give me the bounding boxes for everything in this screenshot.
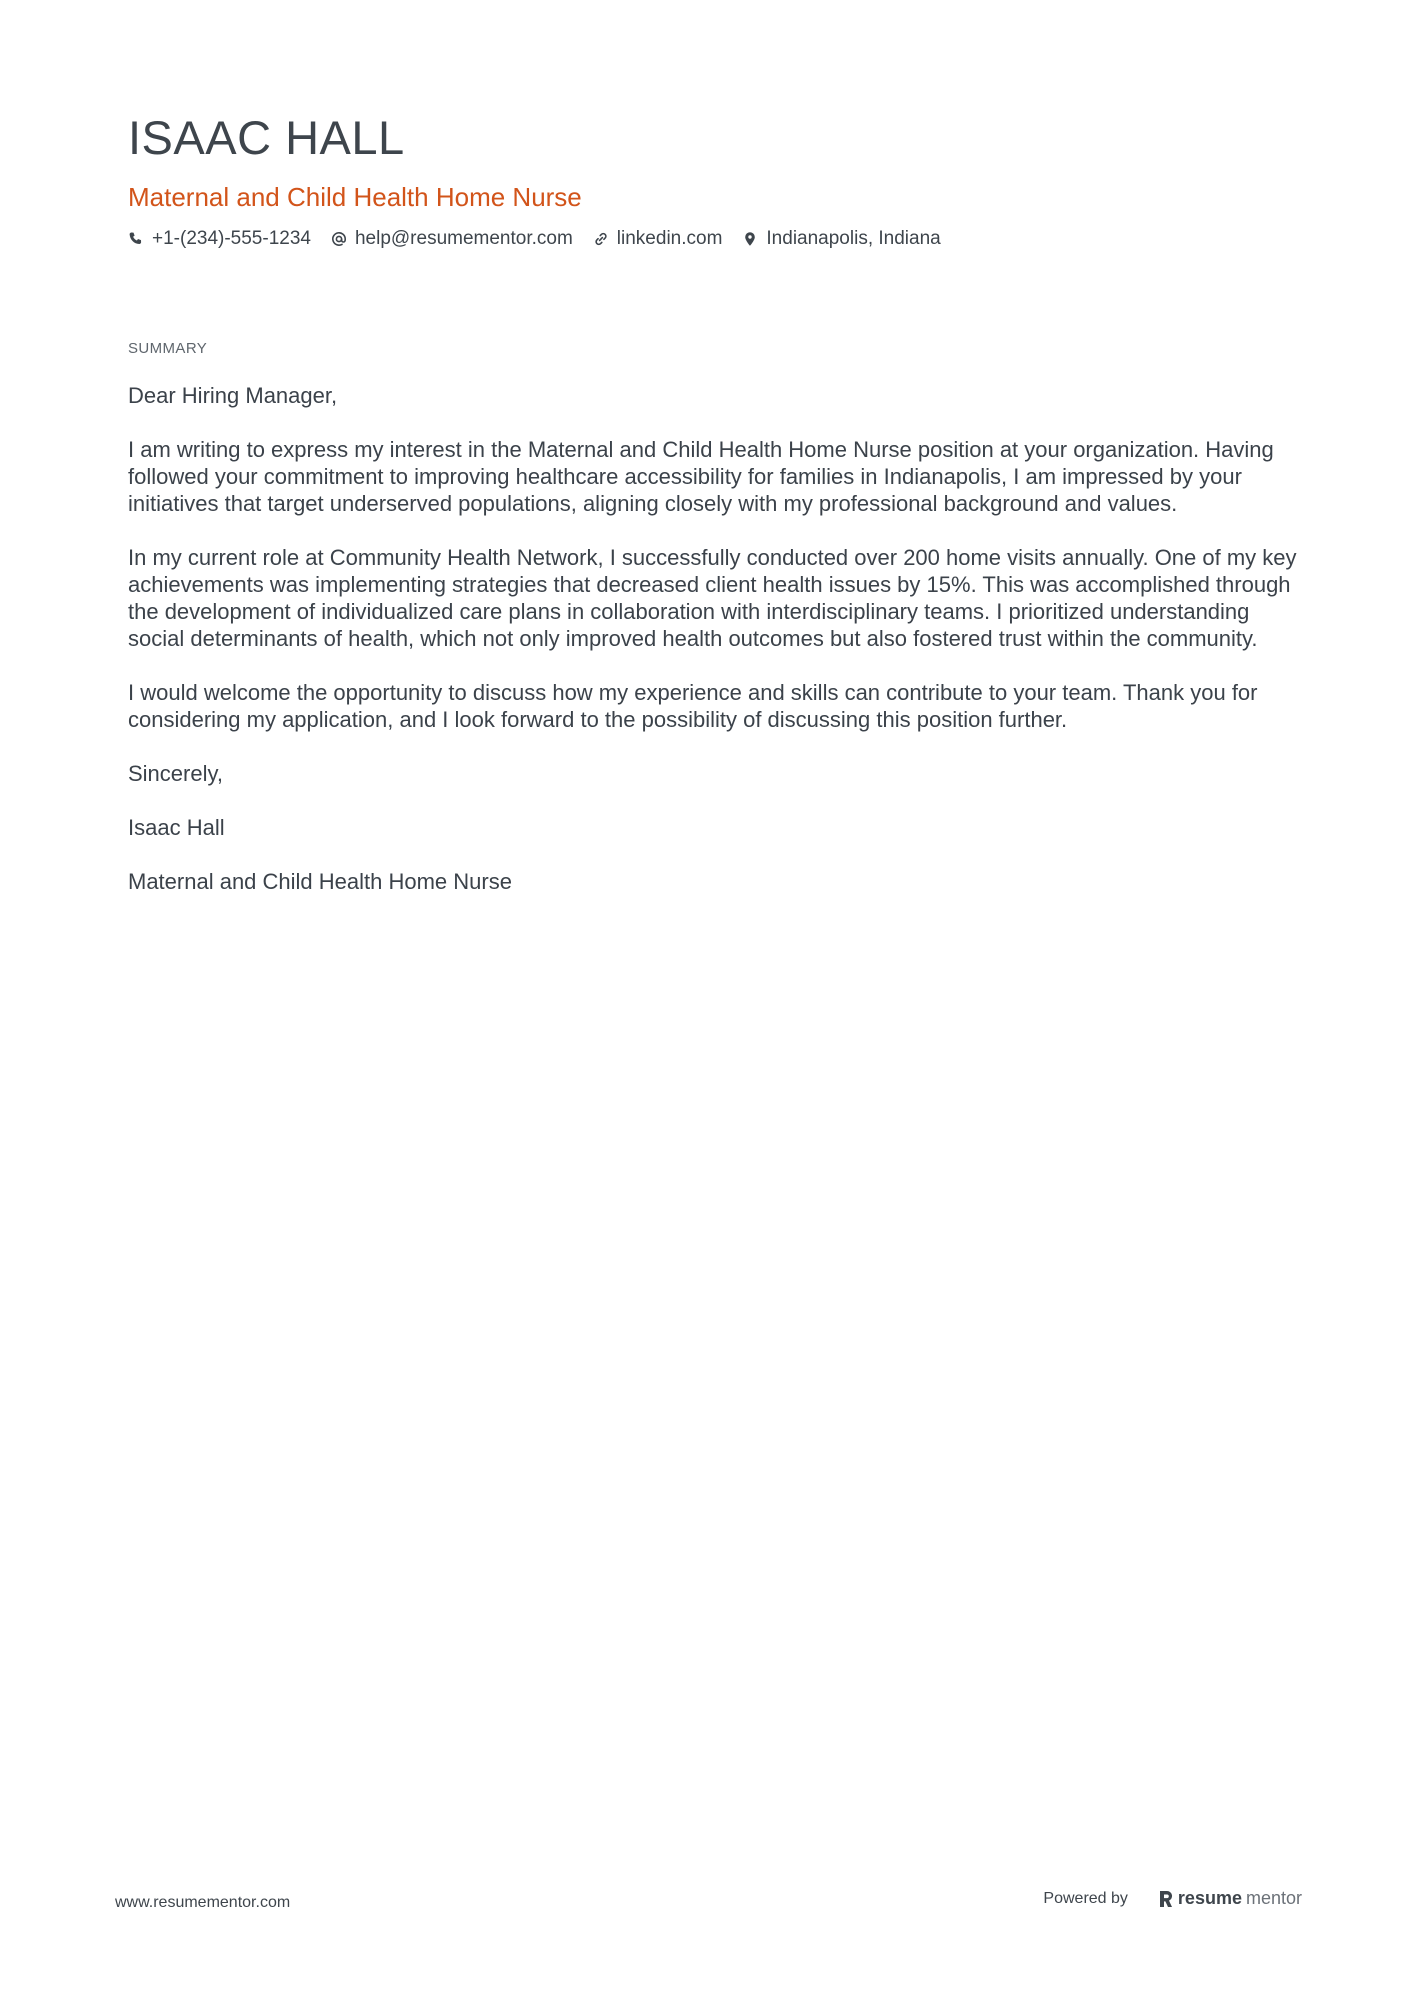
letter-paragraph: In my current role at Community Health Network, I successfully conducted over 200 home visits annually. One of my key achievements was implementing strategies that decreased client health issues by 15%. This was accomplished through the development of individualized care plans in collaboration with interdisciplinary teams. I prioritized understanding social determinants of health, which not only improved health outcomes but also fostered trust within the community. xyxy=(128,545,1297,651)
summary-heading: SUMMARY xyxy=(128,340,208,357)
letter-paragraph: I am writing to express my interest in the Maternal and Child Health Home Nurse position at your organization. Having followed your commitment to improving healthcare accessibility for families in Indianapolis, I am impressed by your initiatives that target underserved populations, aligning closely with my professional background and values. xyxy=(128,437,1274,516)
brand-name-bold: resume xyxy=(1177,1888,1242,1908)
link-icon xyxy=(593,231,609,247)
phone-icon xyxy=(128,231,144,247)
brand-name-light: mentor xyxy=(1245,1888,1302,1908)
footer-branding xyxy=(1043,1888,1302,1909)
at-icon xyxy=(331,231,347,247)
contact-phone-text: +1-(234)-555-1234 xyxy=(152,227,311,249)
contact-email[interactable] xyxy=(331,228,573,250)
signature-name: Isaac Hall xyxy=(128,815,225,840)
contact-phone[interactable] xyxy=(128,228,311,250)
candidate-name: ISAAC HALL xyxy=(128,111,405,164)
location-pin-icon xyxy=(742,231,758,247)
signature-title: Maternal and Child Health Home Nurse xyxy=(128,869,512,894)
contact-email-text: help@resumementor.com xyxy=(354,227,573,249)
contact-linkedin[interactable] xyxy=(593,228,723,250)
letter-body xyxy=(128,382,1298,922)
contact-location xyxy=(742,228,940,250)
letter-paragraph: I would welcome the opportunity to discuss how my experience and skills can contribute to your team. Thank you for considering my application, and I look forward to the possibility of discussing this position further. xyxy=(128,680,1258,732)
resumementor-logo-icon xyxy=(1158,1889,1174,1909)
header xyxy=(128,110,1288,250)
closing: Sincerely, xyxy=(128,761,223,786)
salutation: Dear Hiring Manager, xyxy=(128,383,338,408)
powered-by-label: Powered by xyxy=(1043,1889,1128,1907)
job-title: Maternal and Child Health Home Nurse xyxy=(128,182,582,213)
brand-logo[interactable] xyxy=(1158,1888,1302,1909)
footer-website-link[interactable]: www.resumementor.com xyxy=(115,1894,291,1911)
contact-bar xyxy=(128,228,1288,250)
contact-linkedin-text: linkedin.com xyxy=(616,227,723,249)
contact-location-text: Indianapolis, Indiana xyxy=(766,227,941,249)
